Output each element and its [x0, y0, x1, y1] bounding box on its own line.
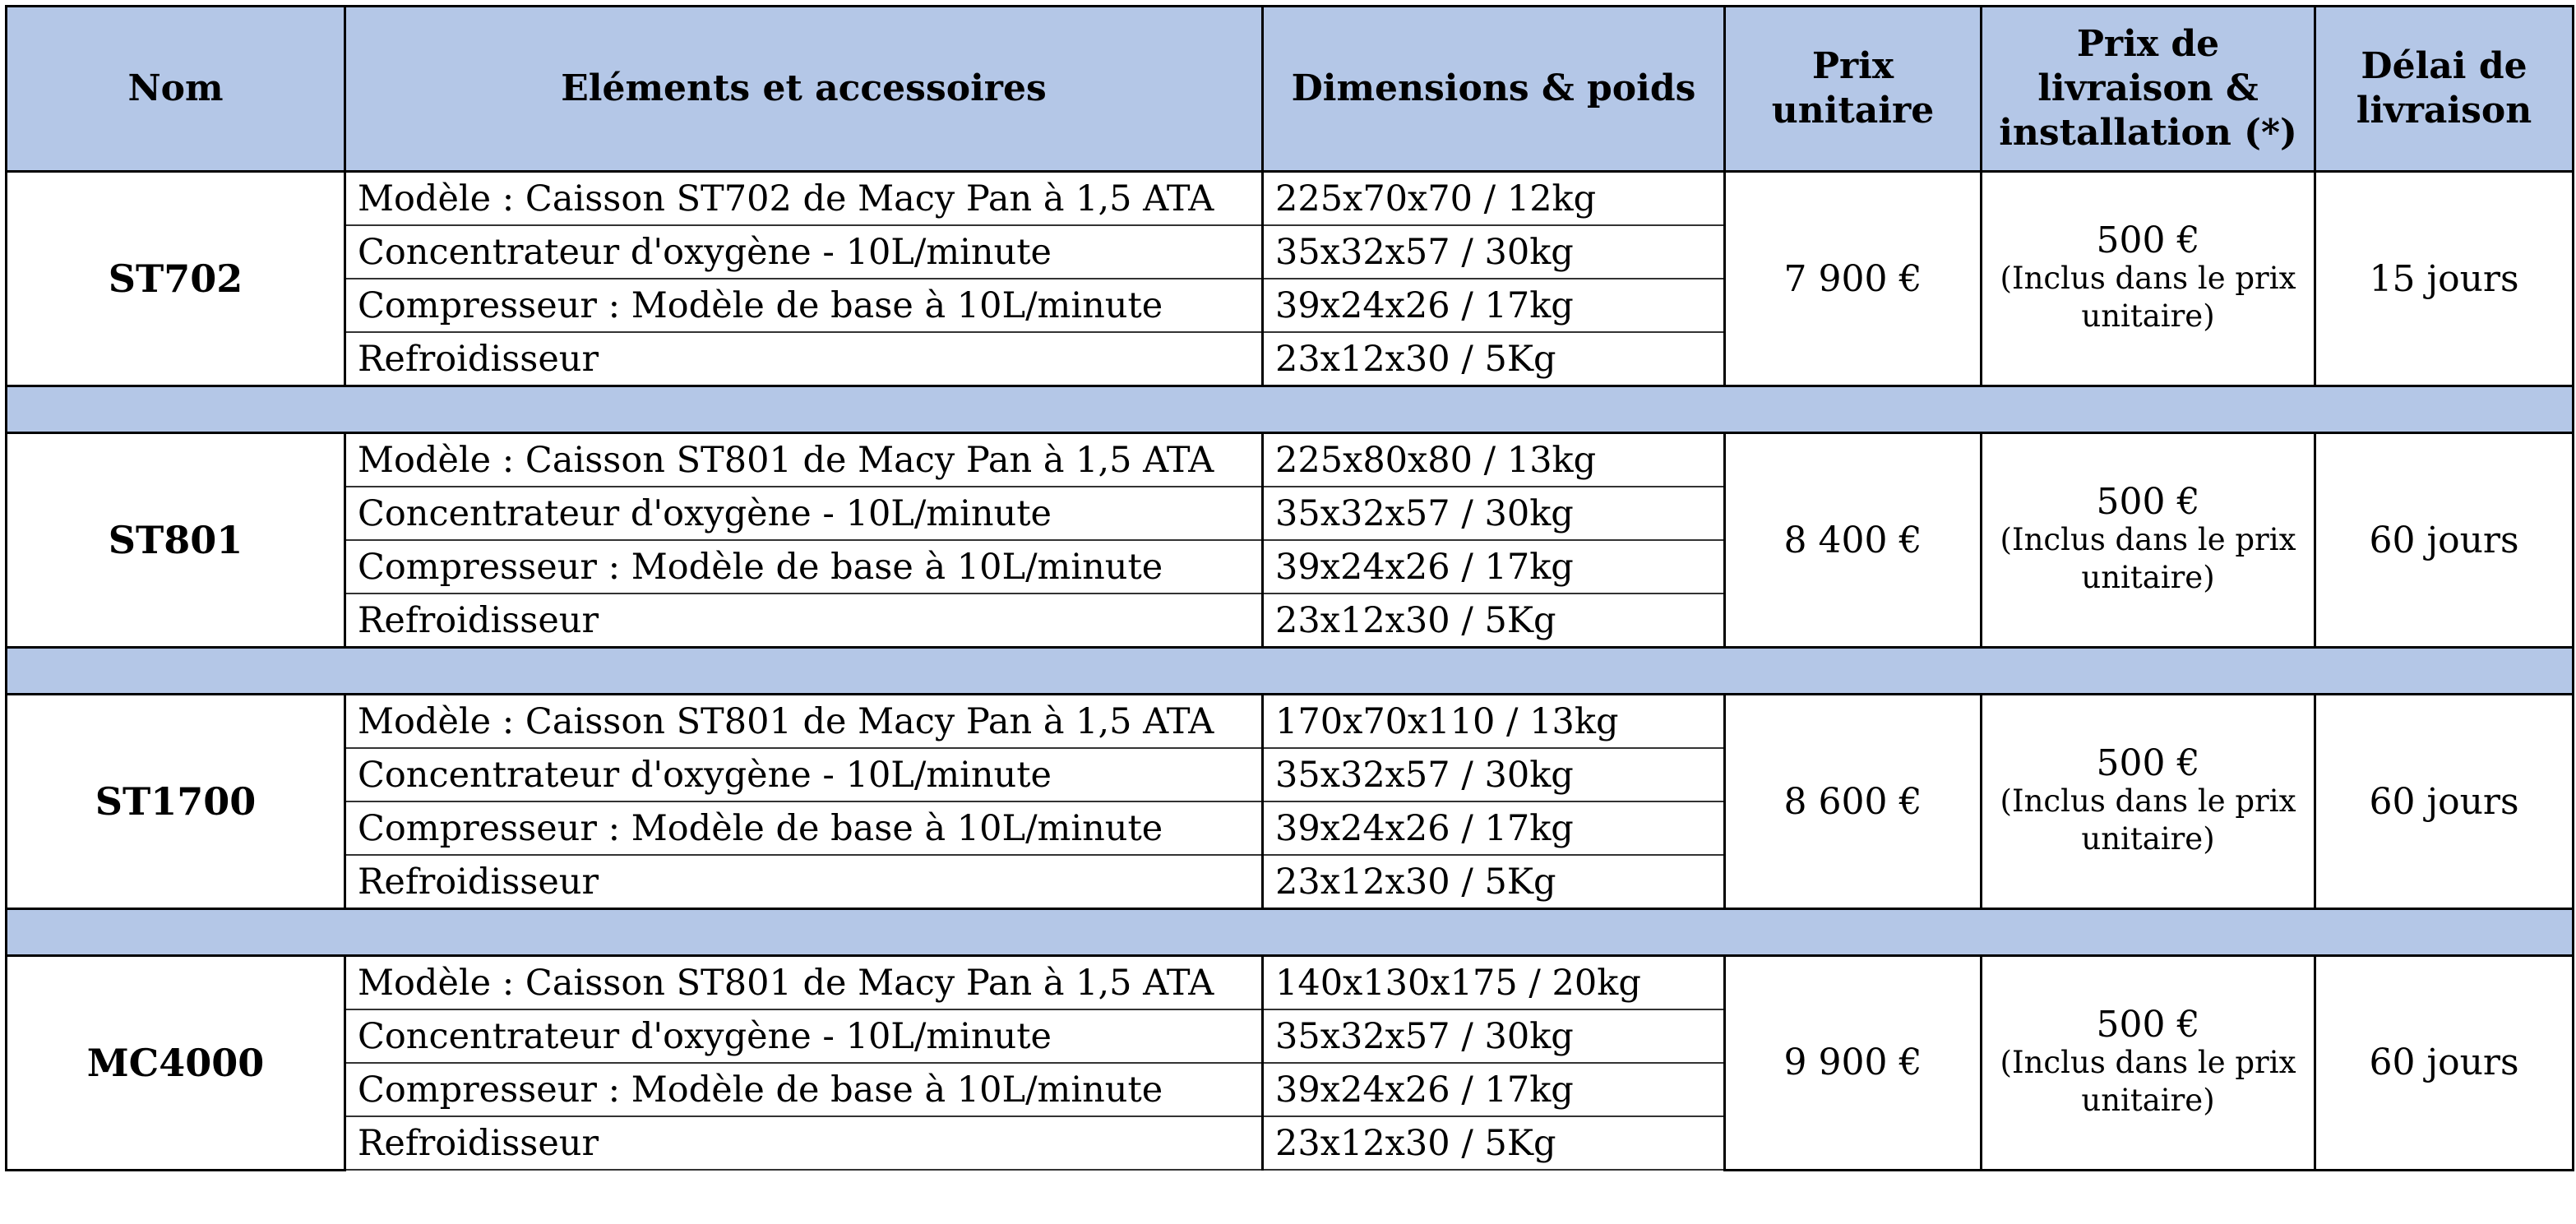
- header-dimensions: Dimensions & poids: [1263, 7, 1725, 172]
- element-cell: Modèle : Caisson ST801 de Macy Pan à 1,5 ATA: [345, 695, 1263, 749]
- separator-row: [7, 909, 2574, 956]
- element-cell: Concentrateur d'oxygène - 10L/minute: [345, 1009, 1263, 1063]
- delivery-price-cell: [1982, 433, 2315, 648]
- delivery-price: 500 €: [2096, 742, 2200, 784]
- delivery-price-cell: [1982, 956, 2315, 1171]
- dimensions-cell: 39x24x26 / 17kg: [1263, 801, 1725, 855]
- element-cell: Concentrateur d'oxygène - 10L/minute: [345, 225, 1263, 279]
- delivery-note: (Inclus dans le prix unitaire): [2000, 1044, 2296, 1118]
- element-cell: Modèle : Caisson ST801 de Macy Pan à 1,5 ATA: [345, 433, 1263, 487]
- dimensions-cell: 39x24x26 / 17kg: [1263, 540, 1725, 594]
- element-cell: Compresseur : Modèle de base à 10L/minute: [345, 279, 1263, 332]
- table-header: [7, 7, 2574, 172]
- separator-cell: [7, 386, 2574, 433]
- element-cell: Refroidisseur: [345, 332, 1263, 386]
- header-prix: Prix unitaire: [1725, 7, 1982, 172]
- dimensions-cell: 35x32x57 / 30kg: [1263, 1009, 1725, 1063]
- dimensions-cell: 170x70x110 / 13kg: [1263, 695, 1725, 749]
- dimensions-cell: 23x12x30 / 5Kg: [1263, 594, 1725, 648]
- delivery-delay: 60 jours: [2315, 433, 2574, 648]
- dimensions-cell: 35x32x57 / 30kg: [1263, 225, 1725, 279]
- product-name: ST702: [7, 172, 345, 386]
- product-name: ST1700: [7, 695, 345, 909]
- unit-price: 7 900 €: [1725, 172, 1982, 386]
- delivery-delay: 60 jours: [2315, 695, 2574, 909]
- table-row: [7, 172, 2574, 226]
- element-cell: Refroidisseur: [345, 1116, 1263, 1170]
- separator-row: [7, 648, 2574, 695]
- delivery-delay: 15 jours: [2315, 172, 2574, 386]
- table-row: [7, 695, 2574, 749]
- element-cell: Modèle : Caisson ST702 de Macy Pan à 1,5 ATA: [345, 172, 1263, 226]
- delivery-note: (Inclus dans le prix unitaire): [2000, 522, 2296, 595]
- element-cell: Refroidisseur: [345, 594, 1263, 648]
- delivery-price-cell: [1982, 695, 2315, 909]
- product-name: MC4000: [7, 956, 345, 1171]
- element-cell: Modèle : Caisson ST801 de Macy Pan à 1,5 ATA: [345, 956, 1263, 1010]
- element-cell: Concentrateur d'oxygène - 10L/minute: [345, 748, 1263, 801]
- unit-price: 8 400 €: [1725, 433, 1982, 648]
- separator-row: [7, 386, 2574, 433]
- dimensions-cell: 23x12x30 / 5Kg: [1263, 855, 1725, 909]
- separator-cell: [7, 648, 2574, 695]
- price-table: [5, 5, 2574, 1171]
- product-name: ST801: [7, 433, 345, 648]
- delivery-price-cell: [1982, 172, 2315, 386]
- price-table-container: [5, 5, 2574, 1171]
- table-body: [7, 172, 2574, 1171]
- separator-cell: [7, 909, 2574, 956]
- header-elements: Eléments et accessoires: [345, 7, 1263, 172]
- unit-price: 9 900 €: [1725, 956, 1982, 1171]
- header-row: [7, 7, 2574, 172]
- dimensions-cell: 225x70x70 / 12kg: [1263, 172, 1725, 226]
- dimensions-cell: 39x24x26 / 17kg: [1263, 279, 1725, 332]
- delivery-price: 500 €: [2096, 481, 2200, 523]
- table-row: [7, 956, 2574, 1010]
- dimensions-cell: 225x80x80 / 13kg: [1263, 433, 1725, 487]
- dimensions-cell: 35x32x57 / 30kg: [1263, 748, 1725, 801]
- dimensions-cell: 23x12x30 / 5Kg: [1263, 1116, 1725, 1170]
- dimensions-cell: 23x12x30 / 5Kg: [1263, 332, 1725, 386]
- dimensions-cell: 140x130x175 / 20kg: [1263, 956, 1725, 1010]
- element-cell: Compresseur : Modèle de base à 10L/minute: [345, 540, 1263, 594]
- header-nom: Nom: [7, 7, 345, 172]
- delivery-note: (Inclus dans le prix unitaire): [2000, 261, 2296, 334]
- element-cell: Compresseur : Modèle de base à 10L/minute: [345, 1063, 1263, 1116]
- dimensions-cell: 35x32x57 / 30kg: [1263, 487, 1725, 540]
- header-delai: Délai de livraison: [2315, 7, 2574, 172]
- element-cell: Refroidisseur: [345, 855, 1263, 909]
- unit-price: 8 600 €: [1725, 695, 1982, 909]
- element-cell: Concentrateur d'oxygène - 10L/minute: [345, 487, 1263, 540]
- header-livraison: Prix de livraison & installation (*): [1982, 7, 2315, 172]
- delivery-delay: 60 jours: [2315, 956, 2574, 1171]
- element-cell: Compresseur : Modèle de base à 10L/minute: [345, 801, 1263, 855]
- dimensions-cell: 39x24x26 / 17kg: [1263, 1063, 1725, 1116]
- delivery-note: (Inclus dans le prix unitaire): [2000, 783, 2296, 857]
- delivery-price: 500 €: [2096, 219, 2200, 261]
- delivery-price: 500 €: [2096, 1003, 2200, 1046]
- table-row: [7, 433, 2574, 487]
